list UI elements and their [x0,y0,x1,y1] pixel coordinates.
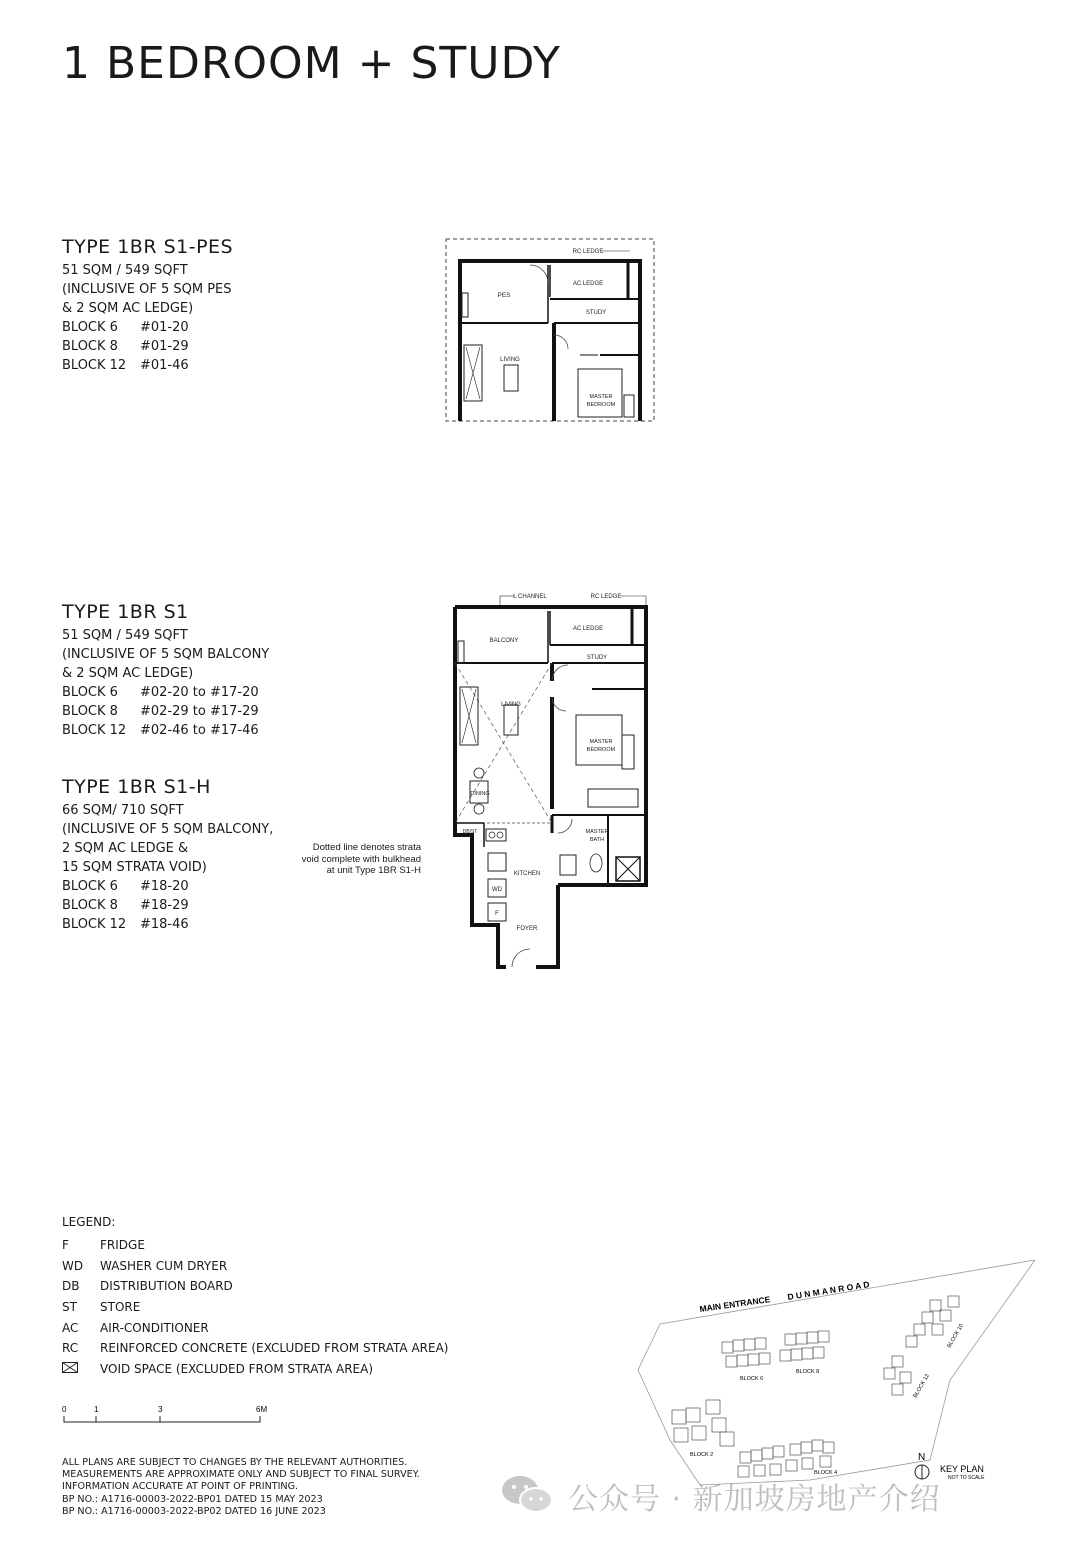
legend-label: REINFORCED CONCRETE (EXCLUDED FROM STRATA AREA) [100,1341,449,1356]
north-label: N [918,1452,926,1463]
void-box-icon [62,1362,100,1376]
plan-label-bath: BATH [589,837,605,843]
unit-info-1br-s1-h [62,776,273,934]
watermark [500,1472,941,1520]
legend-item [62,1359,448,1380]
unit-area: 51 SQM / 549 SQFT [62,628,188,643]
block-units: #18-46 [140,917,189,932]
block-units: #01-20 [140,320,189,335]
strata-void-annotation [290,842,421,877]
plan-label-bedroom: BEDROOM [586,747,616,753]
watermark-text: 公众号 · 新加坡房地产介绍 [568,1482,941,1517]
legend [62,1215,448,1379]
plan-label-master: MASTER [589,394,613,400]
footnote: ALL PLANS ARE SUBJECT TO CHANGES BY THE RELEVANT AUTHORITIES. [62,1457,408,1468]
block-row [62,877,273,896]
footnotes [62,1457,420,1518]
legend-code: RC [62,1341,79,1356]
block-name: BLOCK 8 [62,898,118,913]
unit-note: 2 SQM AC LEDGE & [62,841,189,856]
legend-code: AC [62,1320,79,1335]
legend-code: ST [62,1300,77,1315]
block-units: #01-46 [140,358,189,373]
legend-code: WD [62,1258,84,1273]
scale-tick-label: 3 [158,1405,163,1414]
plan-label-kitchen: KITCHEN [513,871,541,877]
scale-tick-label: 6M [256,1405,268,1414]
page-title: 1 BEDROOM + STUDY [62,38,561,89]
legend-label: STORE [100,1300,141,1315]
block-name: BLOCK 6 [62,320,118,335]
block-label: BLOCK 10 [946,1323,965,1349]
plan-label-living: LIVING [500,357,520,363]
block-name: BLOCK 6 [62,879,118,894]
footnote: BP NO.: A1716-00003-2022-BP02 DATED 16 JUNE 2023 [62,1505,326,1517]
legend-title: LEGEND: [62,1215,116,1229]
plan-label-foyer: FOYER [516,926,538,932]
scale-bar [58,1402,278,1428]
block-units: #02-46 to #17-46 [140,723,259,738]
unit-note: 15 SQM STRATA VOID) [62,860,207,875]
key-plan-title: KEY PLAN [940,1464,984,1474]
block-name: BLOCK 12 [62,723,127,738]
block-row [62,702,269,721]
block-row [62,318,233,337]
legend-label: FRIDGE [100,1238,145,1253]
annotation-line: at unit Type 1BR S1-H [326,865,421,876]
unit-note: (INCLUSIVE OF 5 SQM PES [62,282,232,297]
block-label: BLOCK 12 [912,1373,931,1399]
block-units: #18-20 [140,879,189,894]
legend-item [62,1317,448,1338]
block-label: BLOCK 4 [814,1470,838,1476]
block-8-cluster [780,1331,829,1361]
plan-label-db-st: DB/ST [462,829,478,835]
plan-label-master: MASTER [585,829,609,835]
plan-label-bedroom: BEDROOM [586,402,616,408]
plan-label-rc-ledge: RC LEDGE [572,249,604,255]
annotation-line: Dotted line denotes strata [312,842,421,853]
block-label: BLOCK 2 [690,1452,714,1458]
plan-label-ac-ledge: AC LEDGE [572,281,604,287]
unit-note: (INCLUSIVE OF 5 SQM BALCONY, [62,822,274,837]
legend-label: DISTRIBUTION BOARD [100,1279,233,1294]
block-row [62,915,273,934]
plan-label-ac-ledge: AC LEDGE [572,626,604,632]
unit-type-name: TYPE 1BR S1-PES [62,236,234,258]
legend-label: VOID SPACE (EXCLUDED FROM STRATA AREA) [100,1361,374,1376]
legend-label: AIR-CONDITIONER [100,1320,209,1335]
scale-tick-label: 1 [94,1405,99,1414]
wechat-icon [500,1472,554,1520]
legend-item [62,1338,448,1359]
block-units: #02-29 to #17-29 [140,704,259,719]
unit-area: 66 SQM/ 710 SQFT [62,803,184,818]
unit-info-1br-s1 [62,601,269,740]
block-units: #18-29 [140,898,189,913]
plan-label-study: STUDY [586,655,608,661]
floor-plan-1br-s1-pes [440,235,660,429]
main-entrance-label: MAIN ENTRANCE [698,1294,771,1314]
block-units: #01-29 [140,339,189,354]
block-name: BLOCK 8 [62,704,118,719]
plan-label-wd: WD [492,887,502,893]
block-name: BLOCK 12 [62,358,127,373]
block-6-cluster [722,1338,770,1367]
block-row [62,683,269,702]
block-2-cluster [672,1400,734,1446]
block-row [62,337,233,356]
plan-label-l-channel: L CHANNEL [513,594,547,600]
plan-label-master: MASTER [589,739,613,745]
annotation-line: void complete with bulkhead [301,853,421,865]
plan-label-balcony: BALCONY [489,638,519,644]
scale-tick-label: 0 [62,1405,67,1414]
block-units: #02-20 to #17-20 [140,685,259,700]
plan-label-f: F [495,911,499,917]
road-label: D U N M A N R O A D [786,1279,871,1302]
block-name: BLOCK 6 [62,685,118,700]
legend-label: WASHER CUM DRYER [100,1258,228,1273]
legend-item [62,1276,448,1297]
block-name: BLOCK 8 [62,339,118,354]
legend-code: DB [62,1279,80,1294]
key-plan [630,1260,1050,1494]
plan-label-living: LIVING [501,702,521,708]
unit-note: & 2 SQM AC LEDGE) [62,301,194,316]
legend-item [62,1297,448,1318]
unit-type-name: TYPE 1BR S1 [62,601,189,623]
unit-area: 51 SQM / 549 SQFT [62,263,188,278]
block-row [62,721,269,740]
plan-label-dining: DINING [470,791,490,797]
plan-label-study: STUDY [585,310,607,316]
legend-item [62,1256,448,1277]
unit-info-1br-s1-pes [62,236,233,375]
legend-item [62,1235,448,1256]
plan-label-rc-ledge: RC LEDGE [590,594,622,600]
footnote: BP NO.: A1716-00003-2022-BP01 DATED 15 MAY 2023 [62,1493,323,1505]
unit-note: (INCLUSIVE OF 5 SQM BALCONY [62,647,270,662]
plan-label-pes: PES [497,292,511,299]
unit-type-name: TYPE 1BR S1-H [62,776,211,798]
block-label: BLOCK 8 [796,1369,820,1375]
floor-plan-1br-s1 [440,585,660,979]
block-label: BLOCK 6 [740,1376,764,1382]
footnote: INFORMATION ACCURATE AT POINT OF PRINTING. [62,1481,299,1493]
block-row [62,356,233,375]
unit-note: & 2 SQM AC LEDGE) [62,666,194,681]
footnote: MEASUREMENTS ARE APPROXIMATE ONLY AND SUBJECT TO FINAL SURVEY. [62,1469,420,1481]
block-row [62,896,273,915]
legend-code: F [62,1238,69,1253]
block-name: BLOCK 12 [62,917,127,932]
key-plan-subtitle: NOT TO SCALE [948,1475,985,1481]
